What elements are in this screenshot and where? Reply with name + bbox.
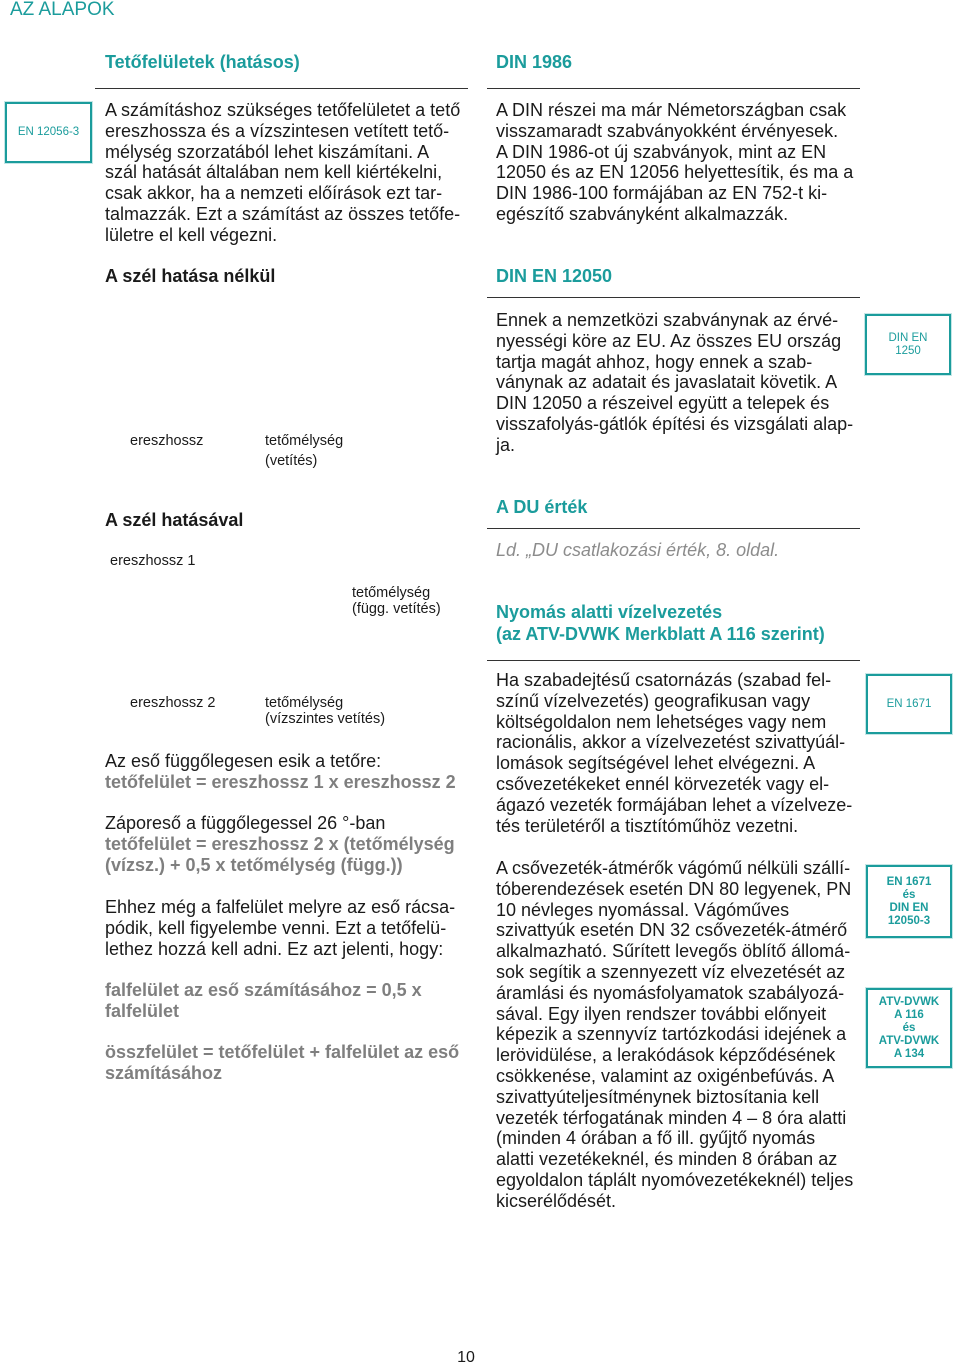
reference-box-line: 12050-3 <box>887 914 931 927</box>
paragraph-line: Ha szabadejtésű csatornázás (szabad fel- <box>496 670 832 690</box>
paragraph-line: csökkenése, valamint az oxigénbefúvás. A <box>496 1065 835 1086</box>
intro-line: csak akkor, ha a nemzeti előírások ezt tar- <box>105 183 443 204</box>
intro-line: ereszhossza és a vízszintesen vetített tető- <box>105 120 450 141</box>
paragraph-line: tartja magát ahhoz, hogy ennek a szab- <box>496 351 813 372</box>
wall-note-line: Ehhez még a falfelület melyre az eső rácsa- <box>105 897 456 917</box>
din-en-12050-paragraph <box>496 310 853 456</box>
paragraph-line: kicserélődését. <box>496 1190 617 1211</box>
vertical-rain-formula: tetőfelület = ereszhossz 1 x ereszhossz 2 <box>105 771 456 792</box>
diagram-depth-label: tetőmélység <box>265 433 344 449</box>
paragraph-line: vezeték térfogatának minden 4 – 8 óra alatti <box>496 1107 847 1128</box>
reference-box-en-12056-3 <box>5 102 92 163</box>
diagram-eave-label: ereszhossz <box>130 433 204 449</box>
din-en-12050-heading: DIN EN 12050 <box>496 266 613 286</box>
angled-rain-block <box>105 813 455 875</box>
reference-box-din-en-1250 <box>865 314 951 375</box>
reference-box-line: A 134 <box>893 1047 925 1060</box>
paragraph-line: csővezetékeket ennél körvezeték vagy el- <box>496 773 830 794</box>
vertical-rain-text: Az eső függőlegesen esik a tetőre: <box>105 751 382 771</box>
reference-box-line: ATV-DVWK <box>878 995 940 1008</box>
paragraph-line: szivattyúteljesítménynek biztosítania kell <box>496 1086 820 1107</box>
heading-divider <box>95 88 468 89</box>
paragraph-line: alkalmazható. Sűrített levegős öblítő állomá- <box>496 941 851 962</box>
paragraph-line: sok segítik a szennyezett víz elvezetését az <box>496 961 846 982</box>
intro-line: mélység szorzatából lehet kiszámítani. A <box>105 141 430 162</box>
diagram-eave1-label: ereszhossz 1 <box>110 553 196 569</box>
without-wind-heading: A szél hatása nélkül <box>105 266 276 286</box>
du-value-heading: A DU érték <box>496 497 588 517</box>
wall-formula-line: falfelület az eső számításához = 0,5 x <box>105 980 422 1000</box>
wall-note-block <box>105 897 455 959</box>
pressure-drainage-paragraph-1 <box>496 670 852 836</box>
wall-note-line: lethez hozzá kell adni. Ez azt jelenti, hogy: <box>105 938 444 959</box>
reference-box-line: EN 12056-3 <box>17 126 80 138</box>
diagram-vertical-depth-note: (függ. vetítés) <box>352 601 441 617</box>
pressure-drainage-heading-line: (az ATV-DVWK Merkblatt A 116 szerint) <box>496 624 825 644</box>
reference-box-line: 1250 <box>895 344 921 357</box>
section-title: AZ ALAPOK <box>10 0 115 20</box>
angled-rain-formula-line: tetőfelület = ereszhossz 2 x (tetőmélység <box>105 833 455 854</box>
din-1986-heading: DIN 1986 <box>496 52 573 72</box>
paragraph-line: Ennek a nemzetközi szabványnak az érvé- <box>496 310 839 330</box>
paragraph-line: szivattyúk esetén DN 32 csővezeték-átmérő <box>496 920 848 941</box>
roof-area-intro <box>105 100 460 246</box>
reference-box-line: és <box>902 1021 916 1034</box>
paragraph-line: racionális, akkor a vízelvezetést szivattyúál- <box>496 732 846 753</box>
reference-box-en-1671-din-en-12050-3 <box>866 865 952 938</box>
diagram-vertical-depth-label: tetőmélység <box>352 585 431 601</box>
pressure-drainage-heading <box>496 601 825 645</box>
reference-box-line: DIN EN <box>888 331 928 344</box>
paragraph-line: DIN 12050 a részeivel együtt a telepek és <box>496 393 830 414</box>
vertical-rain-block <box>105 751 456 793</box>
paragraph-line: visszamaradt szabványokként érvényesek. <box>496 120 839 141</box>
diagram-depth-label-group <box>265 431 343 471</box>
paragraph-line: (minden 4 órában a fő ill. gyűjtő nyomás <box>496 1128 816 1149</box>
heading-divider <box>487 88 860 89</box>
paragraph-line: áramlási és nyomásfolyamatok szabályozá- <box>496 982 845 1003</box>
paragraph-line: ágazó vezeték formájában lehet a vízelveze- <box>496 794 853 815</box>
diagram-horizontal-depth-group <box>265 695 385 727</box>
paragraph-line: tóberendezések esetén DN 80 legyenek, PN <box>496 878 852 899</box>
paragraph-line: egészítő szabványként alkalmazzák. <box>496 203 789 224</box>
paragraph-line: költségoldalon nem lehetséges vagy nem <box>496 711 827 732</box>
paragraph-line: színű vízelvezetés) geografikusan vagy <box>496 690 811 711</box>
paragraph-line: sával. Egy ilyen rendszer további előnyeit <box>496 1003 827 1024</box>
pressure-drainage-heading-line: Nyomás alatti vízelvezetés <box>496 602 723 622</box>
paragraph-line: alatti vezetékeknél, és minden 8 órában az <box>496 1149 838 1170</box>
diagram-vertical-depth-group <box>352 585 441 617</box>
angled-rain-text: Záporeső a függőlegessel 26 °-ban <box>105 813 386 833</box>
paragraph-line: ja. <box>496 434 516 455</box>
heading-divider <box>487 297 860 298</box>
diagram-eave2-label: ereszhossz 2 <box>130 695 216 711</box>
page-number: 10 <box>457 1349 475 1366</box>
paragraph-line: 12050 és az EN 12056 helyettesítik, és ma a <box>496 162 854 183</box>
paragraph-line: tés területéről a tisztítóműhöz vezetni. <box>496 815 799 836</box>
reference-box-line: DIN EN <box>889 901 929 914</box>
reference-box-line: EN 1671 <box>886 875 932 888</box>
diagram-horizontal-depth-note: (vízszintes vetítés) <box>265 711 386 727</box>
pressure-drainage-paragraph-2 <box>496 858 853 1212</box>
reference-box-atv-dvwk <box>866 988 952 1068</box>
paragraph-line: A DIN részei ma már Németországban csak <box>496 100 847 120</box>
din-1986-paragraph <box>496 100 853 225</box>
wall-note-line: pódik, kell figyelembe venni. Ezt a tetőfelü- <box>105 917 447 938</box>
paragraph-line: nyességi köre az EU. Az összes EU ország <box>496 330 842 351</box>
total-formula-line: számításához <box>105 1062 223 1083</box>
reference-box-line: ATV-DVWK <box>878 1034 940 1047</box>
diagram-horizontal-depth-label: tetőmélység <box>265 695 344 711</box>
angled-rain-formula-line: (vízsz.) + 0,5 x tetőmélység (függ.)) <box>105 854 403 875</box>
diagram-depth-note: (vetítés) <box>265 453 318 469</box>
heading-divider <box>487 660 860 661</box>
paragraph-line: A DIN 1986-ot új szabványok, mint az EN <box>496 141 827 162</box>
paragraph-line: lomások segítségével lehet elvégezni. A <box>496 753 816 774</box>
total-formula-block <box>105 1042 459 1084</box>
wall-formula-line: falfelület <box>105 1000 180 1021</box>
intro-line: szál hatását általában nem kell kiértékelni, <box>105 162 443 183</box>
reference-box-line: A 116 <box>894 1008 924 1021</box>
reference-box-en-1671 <box>866 674 952 734</box>
with-wind-heading: A szél hatásával <box>105 510 244 530</box>
intro-line: lületre el kell végezni. <box>105 224 278 245</box>
paragraph-line: A csővezeték-átmérők vágómű nélküli szállí- <box>496 858 851 878</box>
intro-line: talmazzák. Ezt a számítást az összes tetőfe- <box>105 203 461 224</box>
wall-formula-block <box>105 980 422 1022</box>
du-value-reference-note: Ld. „DU csatlakozási érték, 8. oldal. <box>496 540 780 560</box>
paragraph-line: visszafolyás-gátlók építési és vizsgálati alap- <box>496 413 854 434</box>
intro-line: A számításhoz szükséges tetőfelületet a tető <box>105 100 461 120</box>
paragraph-line: képezik a szennyvíz tartózkodási idejének a <box>496 1024 847 1045</box>
reference-box-line: EN 1671 <box>886 697 932 710</box>
paragraph-line: ványnak az adatait és javaslatait követik. A <box>496 372 838 393</box>
total-formula-line: összfelület = tetőfelület + falfelület az eső <box>105 1042 460 1062</box>
heading-divider <box>487 528 860 529</box>
paragraph-line: DIN 1986-100 formájában az EN 752-t ki- <box>496 183 828 204</box>
paragraph-line: 10 névleges nyomással. Vágóműves <box>496 899 790 920</box>
roof-area-heading: Tetőfelületek (hatásos) <box>105 52 300 72</box>
paragraph-line: lerövidülése, a lerakódások képződésének <box>496 1045 836 1066</box>
paragraph-line: egyoldalon táplált nyomóvezetékeknél) teljes <box>496 1169 854 1190</box>
reference-box-line: és <box>902 888 916 901</box>
